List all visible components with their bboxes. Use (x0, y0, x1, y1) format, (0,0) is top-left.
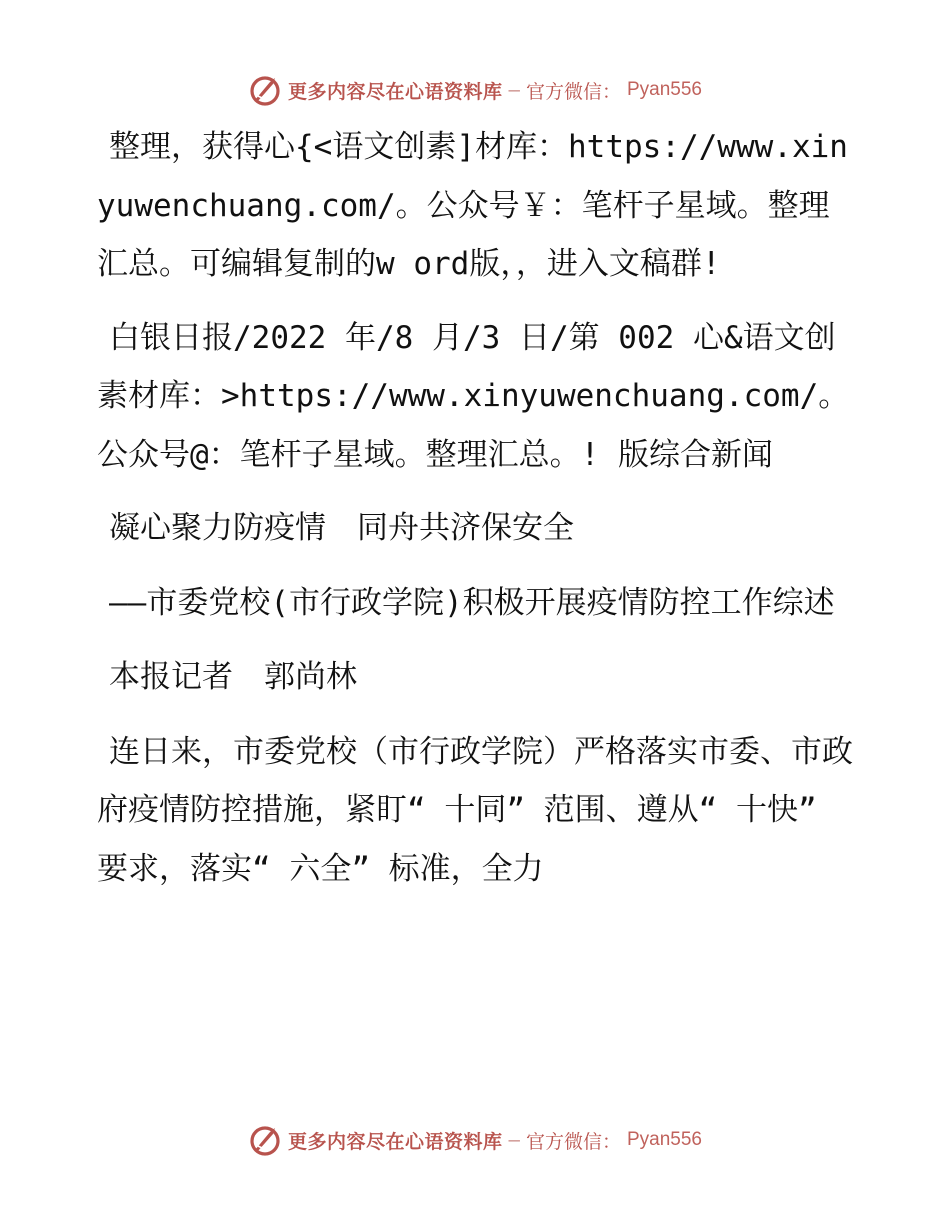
article-byline: 本报记者 郭尚林 (109, 659, 357, 695)
banner-main-text: 更多内容尽在心语资料库 (288, 1130, 503, 1153)
article-body-paragraph: 连日来，市委党校（市行政学院）严格落实市委、市政府疫情防控措施，紧盯“ 十同” 范围、遵从“ 十快” 要求，落实“ 六全” 标准，全力 (97, 733, 853, 887)
intro-paragraph: 整理，获得心{<语文创素]材库：https://www.xinyuwenchuang.com/。公众号￥：笔杆子星域。整理汇总。可编辑复制的w ord版，，进入文稿群! (97, 129, 848, 282)
banner-wechat-id: Pyan556 (626, 79, 702, 100)
quill-pen-circle-icon (248, 73, 282, 107)
banner-dash: — (508, 79, 520, 101)
banner-main-text: 更多内容尽在心语资料库 (288, 80, 503, 103)
article-title: 凝心聚力防疫情 同舟共济保安全 (109, 510, 574, 546)
article-subtitle: ——市委党校(市行政学院)积极开展疫情防控工作综述 (109, 584, 835, 621)
header-watermark-banner (0, 70, 950, 110)
source-line-paragraph: 白银日报/2022 年/8 月/3 日/第 002 心&语文创素材库：>https://www.xinyuwenchuang.com/。公众号@：笔杆子星域。整理汇总。! 版综合新闻 (97, 319, 850, 473)
footer-watermark-banner (0, 1120, 950, 1160)
banner-sub-text: 官方微信： (525, 80, 621, 103)
banner-sub-text: 官方微信： (525, 1130, 621, 1153)
banner-dash: — (508, 1129, 520, 1151)
quill-pen-circle-icon (248, 1123, 282, 1157)
document-body (97, 118, 857, 913)
banner-wechat-id: Pyan556 (626, 1129, 702, 1150)
